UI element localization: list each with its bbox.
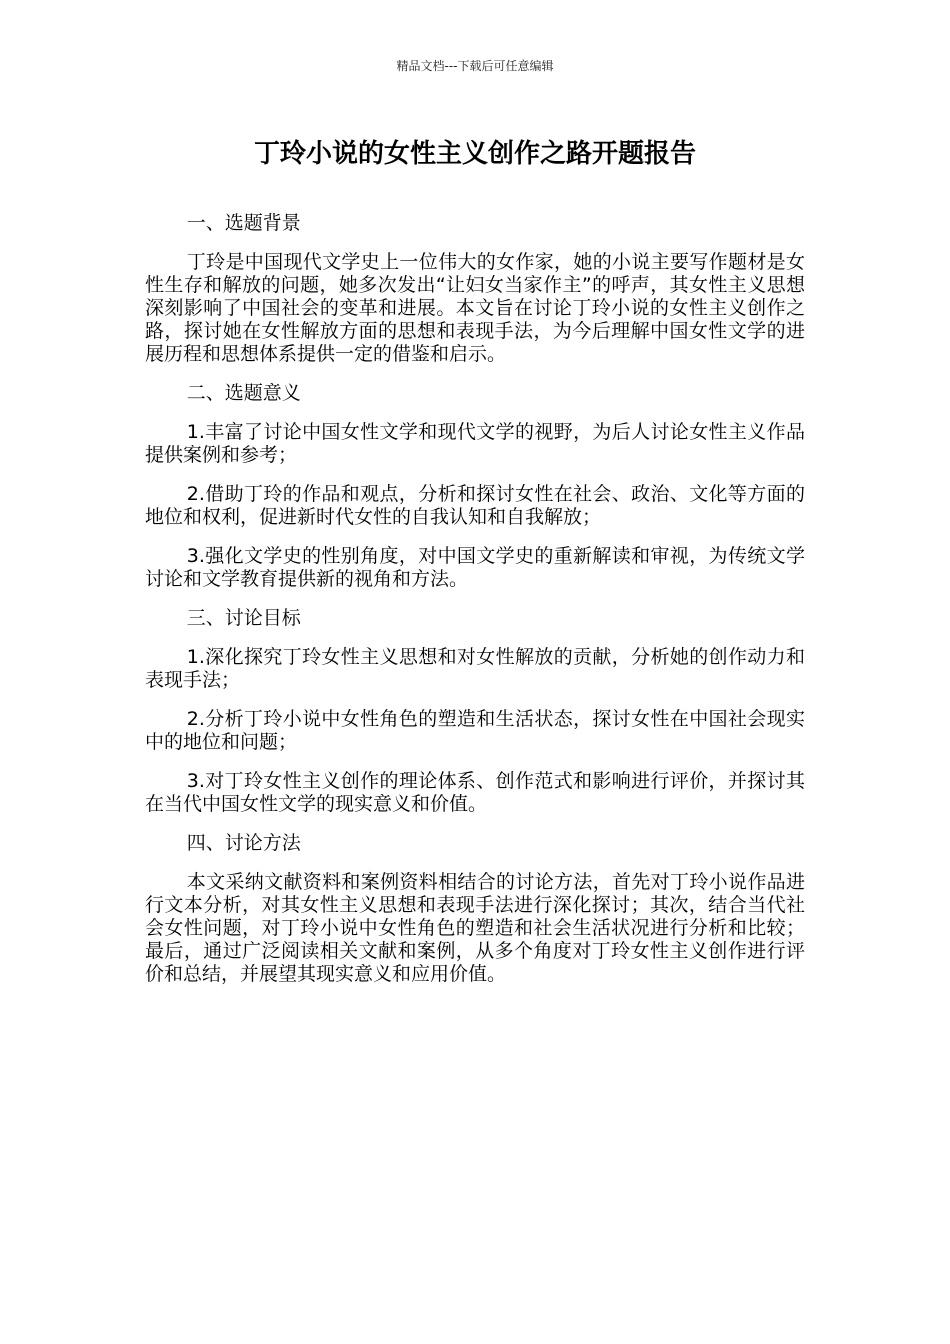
document-body (145, 212, 805, 1002)
paragraph: 1.深化探究丁玲女性主义思想和对女性解放的贡献，分析她的创作动力和表现手法； (145, 646, 805, 691)
section-heading-methods: 四、讨论方法 (186, 832, 301, 854)
paragraph: 丁玲是中国现代文学史上一位伟大的女作家，她的小说主要写作题材是女性生存和解放的问题，她多次发出“让妇女当家作主”的呼声，其女性主义思想深刻影响了中国社会的变革和进展。本文旨在讨论丁玲小说的女性主义创作之路，探讨她在女性解放方面的思想和表现手法，为今后理解中国女性文学的进展历程和思想体系提供一定的借鉴和启示。 (145, 251, 805, 365)
section-heading-significance: 二、选题意义 (186, 382, 301, 404)
paragraph: 2.分析丁玲小说中女性角色的塑造和生活状态，探讨女性在中国社会现实中的地位和问题； (145, 708, 805, 753)
section-heading-background: 一、选题背景 (186, 212, 301, 234)
paragraph: 本文采纳文献资料和案例资料相结合的讨论方法，首先对丁玲小说作品进行文本分析，对其女性主义思想和表现手法进行深化探讨；其次，结合当代社会女性问题，对丁玲小说中女性角色的塑造和社会生活状况进行分析和比较；最后，通过广泛阅读相关文献和案例，从多个角度对丁玲女性主义创作进行评价和总结，并展望其现实意义和应用价值。 (145, 871, 805, 985)
section-heading-objectives: 三、讨论目标 (186, 607, 301, 629)
paragraph: 1.丰富了讨论中国女性文学和现代文学的视野，为后人讨论女性主义作品提供案例和参考； (145, 421, 805, 466)
paragraph: 2.借助丁玲的作品和观点，分析和探讨女性在社会、政治、文化等方面的地位和权利，促进新时代女性的自我认知和自我解放； (145, 483, 805, 528)
paragraph: 3.强化文学史的性别角度，对中国文学史的重新解读和审视，为传统文学讨论和文学教育提供新的视角和方法。 (145, 545, 805, 590)
header-note: 精品文档---下载后可任意编辑 (396, 59, 554, 73)
document-title: 丁玲小说的女性主义创作之路开题报告 (253, 139, 696, 169)
paragraph: 3.对丁玲女性主义创作的理论体系、创作范式和影响进行评价，并探讨其在当代中国女性文学的现实意义和价值。 (145, 770, 805, 815)
